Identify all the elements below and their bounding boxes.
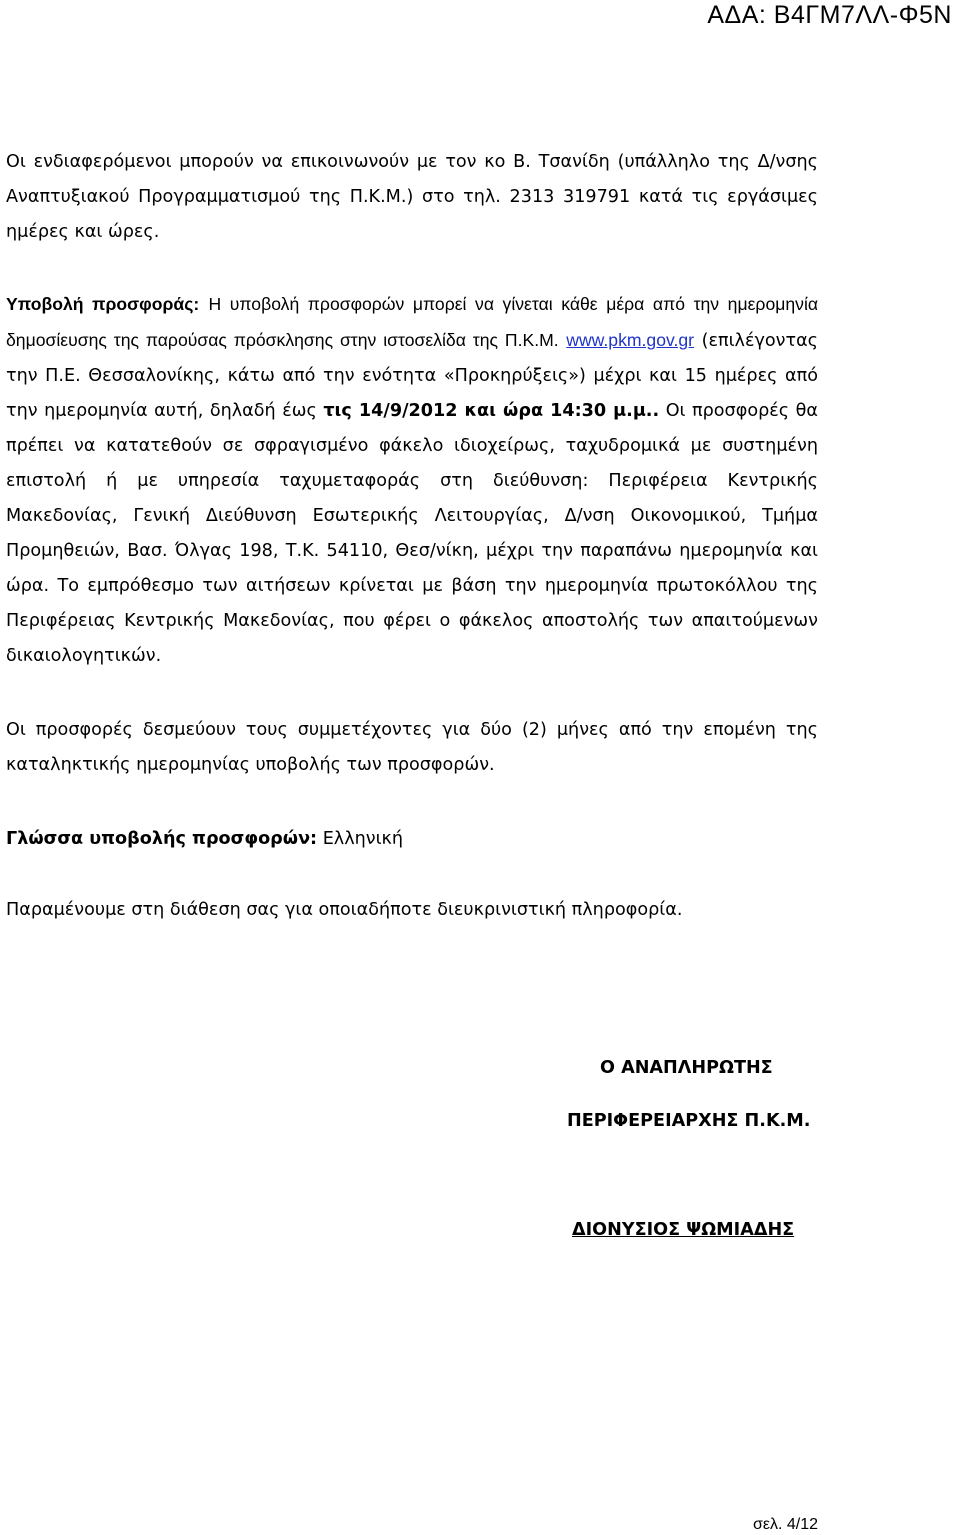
language-paragraph <box>6 822 818 857</box>
website-link[interactable]: www.pkm.gov.gr <box>566 330 695 350</box>
document-ada-code: ΑΔΑ: Β4ΓΜ7ΛΛ-Φ5Ν <box>707 1 952 29</box>
signature-title: Ο ΑΝΑΠΛΗΡΩΤΗΣ <box>600 1058 773 1078</box>
submission-instructions: (επιλέγοντας την Π.Ε. Θεσσαλονίκης, κάτω από την ενότητα «Προκηρύξεις») μέχρι και 15 ημέρες από την ημερομηνία αυτή, δηλαδή έως <box>6 331 818 421</box>
signature-role: ΠΕΡΙΦΕΡΕΙΑΡΧΗΣ Π.Κ.Μ. <box>567 1111 811 1131</box>
contact-paragraph: Οι ενδιαφερόμενοι μπορούν να επικοινωνούν με τον κο Β. Τσανίδη (υπάλληλο της Δ/νσης Αναπτυξιακού Προγραμματισμού της Π.Κ.Μ.) στο τηλ. 2313 319791 κατά τις εργάσιμες ημέρες και ώρες. <box>6 152 818 242</box>
submission-label: Υποβολή προσφοράς: <box>6 294 200 314</box>
submission-paragraph <box>6 287 818 674</box>
submission-deadline: τις 14/9/2012 και ώρα 14:30 μ.μ.. <box>323 401 660 421</box>
submission-details: Οι προσφορές θα πρέπει να κατατεθούν σε σφραγισμένο φάκελο ιδιοχείρως, ταχυδρομικά με συστημένη επιστολή ή με υπηρεσία ταχυμεταφοράς στη διεύθυνση: Περιφέρεια Κεντρικής Μακεδονίας, Γενική Διεύθυνση Εσωτερικής Λειτουργίας, Δ/νση Οικονομικού, Τμήμα Προμηθειών, Βασ. Όλγας 198, Τ.Κ. 54110, Θεσ/νίκη, μέχρι την παραπάνω ημερομηνία και ώρα. Το εμπρόθεσμο των αιτήσεων κρίνεται με βάση την ημερομηνία πρωτοκόλλου της Περιφέρειας Κεντρικής Μακεδονίας, που φέρει ο φάκελος αποστολής των απαιτούμενων δικαιολογητικών. <box>6 401 818 666</box>
language-value: Ελληνική <box>322 829 404 849</box>
submission-intro: Η υποβολή προσφορών μπορεί να γίνεται κάθε μέρα από την ημερομηνία δημοσίευσης της παρούσας πρόσκλησης στην ιστοσελίδα της Π.Κ.Μ. <box>6 294 819 350</box>
language-label: Γλώσσα υποβολής προσφορών: <box>6 829 318 849</box>
validity-paragraph: Οι προσφορές δεσμεύουν τους συμμετέχοντες για δύο (2) μήνες από την επομένη της καταληκτικής ημερομηνίας υποβολής των προσφορών. <box>6 720 818 775</box>
signature-name: ΔΙΟΝΥΣΙΟΣ ΨΩΜΙΑΔΗΣ <box>572 1220 795 1240</box>
closing-paragraph: Παραμένουμε στη διάθεση σας για οποιαδήποτε διευκρινιστική πληροφορία. <box>6 900 683 920</box>
page-number: σελ. 4/12 <box>752 1516 818 1533</box>
